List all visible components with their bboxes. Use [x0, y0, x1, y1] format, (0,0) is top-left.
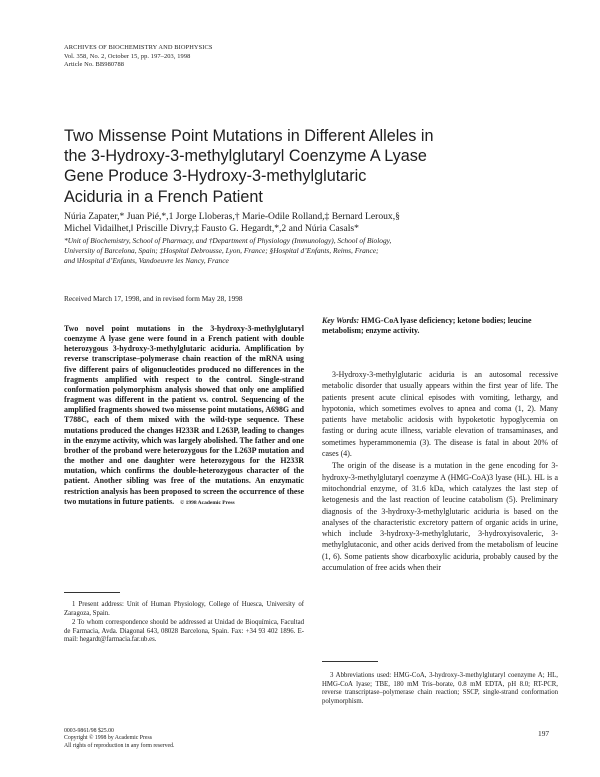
left-footnotes	[64, 592, 304, 645]
keywords-label: Key Words:	[322, 316, 360, 325]
body-text	[322, 369, 558, 573]
copyright-note: © 1998 Academic Press	[180, 499, 235, 506]
right-footnote	[322, 661, 558, 706]
footnote-1: 1 Present address: Unit of Human Physiology, College of Huesca, University of Zaragoza, Spain.	[64, 601, 304, 617]
abstract-text: Two novel point mutations in the 3-hydroxy-3-methylglutaryl coenzyme A lyase gene were found in a French patient with double heterozygous 3-hydroxy-3-methylglutaric aciduria. Amplification by reverse transcriptase–polymerase chain reaction of the mRNA using five different pairs of oligonucleotides produced no differences in the fragments amplified with respect to the control. Single-strand conformation polymorphism analysis showed that only one amplified fragment was different in the patient vs. control. Sequencing of the amplified fragments showed two missense point mutations, A698G and T788C, each of them mixed with the wild-type sequence. These mutations produced the changes H233R and L263P, leading to changes in the enzyme activity, which was largely abolished. The father and one brother of the proband were heterozygous for the L263P mutation and the mother and one daughter were heterozygous for the H233R mutation, which confirms the double-heterozygous character of the patient. Another sibling was free of the mutations. An enzymatic restriction analysis has been proposed to screen the occurrence of these two mutations in future patients.	[64, 324, 304, 506]
abstract	[64, 324, 304, 508]
copyright-line: Copyright © 1998 by Academic Press	[64, 735, 152, 742]
footnote-rule	[64, 592, 120, 593]
body-paragraph: 3-Hydroxy-3-methylglutaric aciduria is an autosomal recessive metabolic disorder that usually appears within the first year of life. The patients present acute clinical episodes with vomiting, lethargy, and hypotonia, which sometimes evolves to apnea and coma (1, 2). Many patients have metabolic acidosis with hypoketotic hypoglycemia on fasting or during acute illness, variable elevation of transaminases, and sometimes hyperammonemia (3). The disease is fatal in about 20% of cases (4).	[322, 370, 558, 459]
rights-line: All rights of reproduction in any form reserved.	[64, 742, 175, 749]
affiliation-line: and ‖Hospital d’Enfants, Vandoeuvre les Nancy, France	[64, 256, 229, 265]
paper-title	[64, 126, 544, 207]
footnote-2: 2 To whom correspondence should be addressed at Unidad de Bioquímica, Facultad de Farmacia, Avda. Diagonal 643, 08028 Barcelona, Spain. Fax: +34 93 402 1896. E-mail: hegardt@farmacia.far.ub.es.	[64, 619, 304, 644]
article-number: Article No. BB980788	[64, 61, 125, 69]
publisher-info	[64, 728, 174, 750]
received-date: Received March 17, 1998, and in revised form May 28, 1998	[64, 294, 243, 303]
footnote-rule	[322, 661, 378, 662]
author-line: Núria Zapater,* Juan Pié,*,1 Jorge Lloberas,† Marie-Odile Rolland,‡ Bernard Leroux,§	[64, 211, 400, 222]
author-list	[64, 211, 540, 236]
page-number: 197	[538, 729, 550, 738]
journal-header	[64, 44, 213, 70]
affiliation-line: *Unit of Biochemistry, School of Pharmacy, and †Department of Physiology (Immunology), School of Biology,	[64, 236, 392, 245]
issn-price: 0003-9861/98 $25.00	[64, 728, 114, 734]
affiliations	[64, 236, 542, 266]
journal-name: ARCHIVES OF BIOCHEMISTRY AND BIOPHYSICS	[64, 44, 213, 51]
author-line: Michel Vidailhet,‖ Priscille Divry,‡ Fausto G. Hegardt,*,2 and Núria Casals*	[64, 223, 359, 235]
footnote-3: 3 Abbreviations used: HMG-CoA, 3-hydroxy-3-methylglutaryl coenzyme A; HL, HMG-CoA lyase; TBE, 180 mM Tris–borate, 0.8 mM EDTA, pH 8.0; RT-PCR, reverse transcriptase–polymerase chain reaction; SSCP, single-strand conformation polymorphism.	[322, 672, 558, 705]
journal-volume: Vol. 358, No. 2, October 15, pp. 197–203, 1998	[64, 52, 191, 60]
keywords	[322, 316, 558, 336]
body-paragraph: The origin of the disease is a mutation in the gene encoding for 3-hydroxy-3-methylglutaryl coenzyme A (HMG-CoA)3 lyase (HL). HL is a mitochondrial enzyme, of 31.6 kDa, which catalyzes the last step of ketogenesis and the last reaction of leucine catabolism (5). Preliminary diagnosis of the 3-hydroxy-3-methylglutaric aciduria is based on the analyses of the characteristic excretory pattern of organic acids in urine, which include 3-hydroxy-3-methylglutaric, 3-hydroxyisovaleric, 3-methylglutaconic, and other acids derived from the metabolism of leucine (1, 6). Some patients show dicarboxylic aciduria, probably caused by the accumulation of free acids when their	[322, 461, 558, 573]
title-line: Gene Produce 3-Hydroxy-3-methylglutaric	[64, 167, 367, 186]
keywords-text: HMG-CoA lyase deficiency; ketone bodies; leucine metabolism; enzyme activity.	[322, 316, 532, 336]
affiliation-line: University of Barcelona, Spain; ‡Hospital Debrousse, Lyon, France; §Hospital d’Enfants, Reims, France;	[64, 246, 379, 255]
title-line: Two Missense Point Mutations in Different Alleles in	[64, 127, 434, 145]
title-line: Aciduria in a French Patient	[64, 187, 263, 206]
title-line: the 3-Hydroxy-3-methylglutaryl Coenzyme A Lyase	[64, 147, 427, 166]
